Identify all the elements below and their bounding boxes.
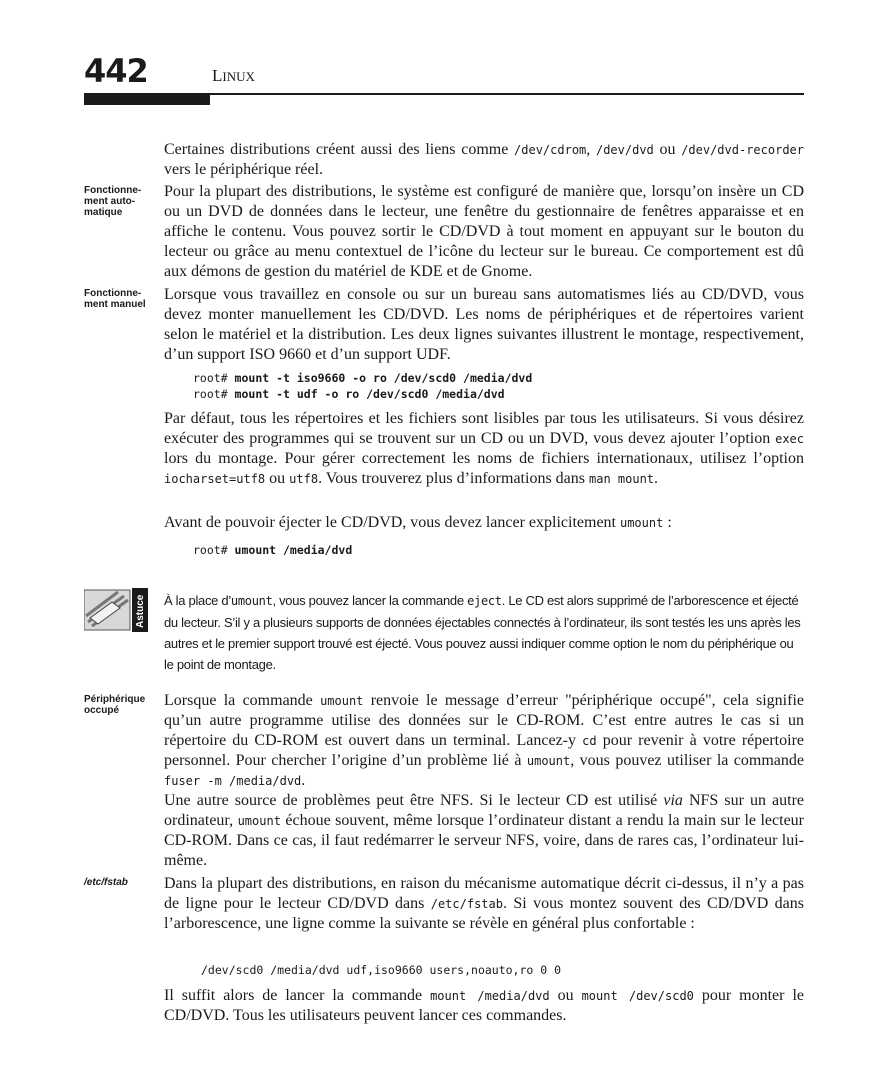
- code-inline: iocharset=utf8: [164, 472, 266, 486]
- code-inline: mount /media/dvd: [430, 989, 550, 1003]
- code-inline: umount: [320, 694, 364, 708]
- code-line: mount -t udf -o ro /dev/scd0 /media/dvd: [234, 387, 505, 401]
- text-run: . Le CD est alors supprimé de l’arborescence et éjecté du lecteur. S’il y a plusieurs supports de données éjectables connectés à l’ordinateur, ils sont testés les uns après les autres et le premier support trouvé est éjecté. Vous pouvez aussi indiquer comme option le nom du périphérique ou le point de montage.: [164, 593, 801, 672]
- paragraph-fstab: [164, 874, 804, 934]
- text-run: .: [301, 772, 306, 789]
- text-run: échoue souvent, même lorsque l’ordinateur distant a rendu la main sur le lecteur CD-ROM. Dans ce cas, il faut redémarrer le serveur NFS, voire, dans de rares cas, l’ordinateur lui-même.: [164, 812, 805, 869]
- header-rule-accent: [84, 95, 210, 105]
- code-inline: exec: [775, 432, 804, 446]
- code-inline: man mount: [589, 472, 655, 486]
- text-run: Par défaut, tous les répertoires et les fichiers sont lisibles par tous les utilisateurs. Si vous désirez exécuter des programmes qui se trouvent sur un CD ou un DVD, vous devez ajouter l’option: [164, 410, 804, 447]
- text-run: ou: [549, 987, 582, 1004]
- code-block-umount: [193, 542, 352, 558]
- text-run: Lorsque la commande: [164, 692, 321, 709]
- margin-note-auto: Fonctionne-ment auto-matique: [84, 185, 142, 218]
- code-inline: /dev/cdrom: [514, 143, 587, 157]
- paragraph-eject: [164, 513, 804, 533]
- text-run: Avant de pouvoir éjecter le CD/DVD, vous devez lancer explicitement: [164, 514, 620, 531]
- text-run: , vous pouvez utiliser la commande: [570, 752, 804, 769]
- text-run: . Vous trouverez plus d’informations dans: [318, 470, 589, 487]
- paragraph-automatic: Pour la plupart des distributions, le système est configuré de manière que, lorsqu’on insère un CD ou un DVD de données dans le lecteur, une fenêtre du gestionnaire de fenêtres apparaisse et en affiche le contenu. Vous pouvez sortir le CD/DVD à tout moment en appuyant sur le bouton du lecteur ou grâce au menu contextuel de l’icône du lecteur sur le bureau. Ce comportement est dû aux démons de gestion du matériel de KDE et de Gnome.: [164, 183, 804, 280]
- text-run: :: [663, 514, 672, 531]
- margin-note-manual: Fonctionne-ment manuel: [84, 288, 146, 310]
- code-block-fstab: /dev/scd0 /media/dvd udf,iso9660 users,noauto,ro 0 0: [201, 963, 562, 977]
- tip-text: [164, 590, 804, 675]
- code-inline: mount /dev/scd0: [581, 989, 694, 1003]
- code-inline: umount: [237, 814, 281, 828]
- text-run: , vous pouvez lancer la commande: [272, 593, 468, 608]
- text-run: ou: [265, 470, 290, 487]
- code-inline: umount: [619, 516, 664, 530]
- paragraph-busy: [164, 691, 804, 791]
- running-title-initial: L: [212, 66, 223, 85]
- text-run: Une autre source de problèmes peut être NFS. Si le lecteur CD est utilisé: [164, 792, 664, 809]
- running-title: [212, 66, 255, 86]
- paragraph-mount-commands: [164, 986, 804, 1026]
- code-line: mount -t iso9660 -o ro /dev/scd0 /media/dvd: [234, 371, 533, 385]
- code-prompt: root#: [193, 371, 235, 385]
- code-inline: /dev/dvd: [595, 143, 654, 157]
- text-run: NFS sur un autre ordinateur,: [164, 792, 804, 829]
- italic-run: via: [663, 792, 683, 809]
- text-run: vers le périphérique réel.: [164, 161, 324, 178]
- code-inline: eject: [467, 594, 502, 608]
- tip-icon: [84, 588, 150, 634]
- text-run: Certaines distributions créent aussi des liens comme: [164, 141, 515, 158]
- tip-icon-label: Astuce: [135, 594, 146, 628]
- margin-note-fstab: /etc/fstab: [84, 877, 128, 888]
- text-run: lors du montage. Pour gérer correctement les noms de fichiers internationaux, utilisez l’option: [164, 450, 804, 467]
- paragraph-manual: Lorsque vous travaillez en console ou sur un bureau sans automatismes liés au CD/DVD, vous devez monter manuellement les CD/DVD. Les noms de périphériques et de répertoires varient selon le matériel et la distribution. Les deux lignes suivantes illustrent le montage, respectivement, d’un support ISO 9660 et d’un support UDF.: [164, 286, 804, 363]
- paragraph-permissions: [164, 409, 804, 489]
- code-prompt: root#: [193, 387, 235, 401]
- code-inline: cd: [582, 734, 597, 748]
- code-block-mount: [193, 370, 532, 402]
- code-inline: umount: [230, 594, 273, 608]
- text-run: pour monter le CD/DVD. Tous les utilisateurs peuvent lancer ces commandes.: [164, 987, 805, 1024]
- code-inline: /dev/dvd-recorder: [681, 143, 805, 157]
- text-run: ou: [653, 141, 682, 158]
- code-prompt: root#: [193, 543, 235, 557]
- text-run: À la place d’: [164, 593, 231, 608]
- text-run: pour revenir à votre répertoire personnel. Pour chercher l’origine d’un problème lié à: [164, 732, 804, 769]
- code-inline: umount: [526, 754, 571, 768]
- code-line: umount /media/dvd: [234, 543, 353, 557]
- running-title-rest: INUX: [222, 69, 255, 84]
- text-run: ,: [586, 141, 596, 158]
- paragraph-nfs: [164, 791, 804, 871]
- code-inline: fuser -m /media/dvd: [164, 774, 302, 788]
- code-inline: utf8: [289, 472, 319, 486]
- margin-note-busy: Périphérique occupé: [84, 694, 146, 716]
- page-number: 442: [84, 52, 148, 90]
- paragraph-links: [164, 140, 804, 180]
- text-run: Il suffit alors de lancer la commande: [164, 987, 431, 1004]
- text-run: .: [654, 470, 659, 487]
- text-run: Dans la plupart des distributions, en raison du mécanisme automatique décrit ci-dessus, il n’y a pas de ligne pour le lecteur CD/DVD dans: [164, 875, 804, 912]
- page-header: [0, 0, 885, 110]
- text-run: . Si vous montez souvent des CD/DVD dans l’arborescence, une ligne comme la suivante se révèle en général plus confortable :: [164, 895, 804, 932]
- text-run: renvoie le message d’erreur "périphérique occupé", cela signifie qu’un autre programme utilise des données sur le CD-ROM. C’est entre autres le cas si un répertoire du CD-ROM est ouvert dans un terminal. Lancez-y: [164, 692, 804, 749]
- code-inline: /etc/fstab: [430, 897, 503, 911]
